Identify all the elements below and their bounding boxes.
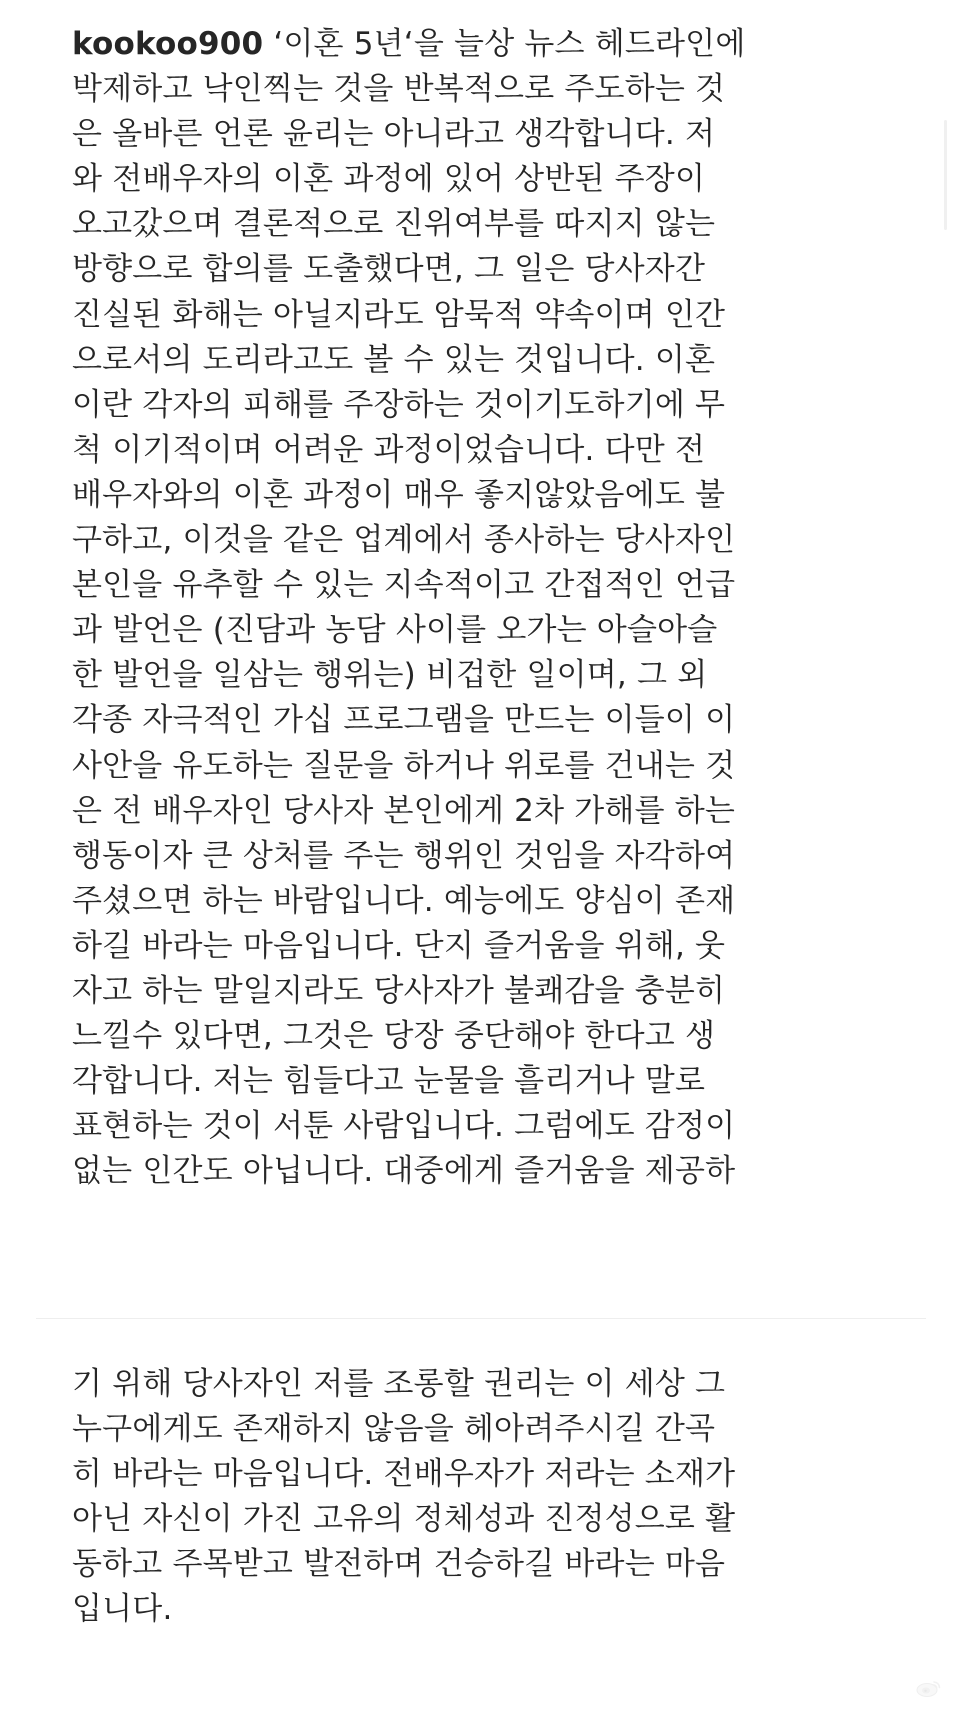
username-link[interactable]: kookoo900 bbox=[72, 26, 264, 62]
caption-line: 각합니다. 저는 힘들다고 눈물을 흘리거나 말로 bbox=[72, 1063, 706, 1100]
caption-line: 없는 인간도 아닙니다. 대중에게 즐거움을 제공하 bbox=[72, 1153, 736, 1190]
caption-line: 사안을 유도하는 질문을 하거나 위로를 건내는 것 bbox=[72, 747, 736, 784]
caption-line: 박제하고 낙인찍는 것을 반복적으로 주도하는 것 bbox=[72, 71, 726, 108]
caption-line: 본인을 유추할 수 있는 지속적이고 간접적인 언급 bbox=[72, 567, 736, 604]
caption-line: 진실된 화해는 아닐지라도 암묵적 약속이며 인간 bbox=[72, 296, 726, 333]
caption-line: 기 위해 당사자인 저를 조롱할 권리는 이 세상 그 bbox=[72, 1366, 726, 1402]
caption-line: 은 전 배우자인 당사자 본인에게 2차 가해를 하는 bbox=[72, 792, 736, 829]
caption-line: 배우자와의 이혼 과정이 매우 좋지않았음에도 불 bbox=[72, 476, 726, 513]
caption-line: 자고 하는 말일지라도 당사자가 불쾌감을 충분히 bbox=[72, 972, 726, 1009]
caption-first-line bbox=[72, 22, 892, 67]
caption-line: 구하고, 이것을 같은 업계에서 종사하는 당사자인 bbox=[72, 522, 736, 559]
caption-line: 오고갔으며 결론적으로 진위여부를 따지지 않는 bbox=[72, 206, 716, 243]
caption-line: 척 이기적이며 어려운 과정이었습니다. 다만 전 bbox=[72, 431, 706, 468]
caption-line: 아닌 자신이 가진 고유의 정체성과 진정성으로 활 bbox=[72, 1501, 736, 1538]
caption-line: 입니다. bbox=[72, 1591, 173, 1628]
caption-line: 히 바라는 마음입니다. 전배우자가 저라는 소재가 bbox=[72, 1456, 736, 1493]
caption-first-line-text: ‘이혼 5년‘을 늘상 뉴스 헤드라인에 bbox=[263, 26, 746, 62]
caption-line: 각종 자극적인 가십 프로그램을 만드는 이들이 이 bbox=[72, 702, 736, 739]
weibo-watermark bbox=[916, 1678, 942, 1698]
scrollbar-track[interactable] bbox=[944, 120, 947, 230]
caption-line: 이란 각자의 피해를 주장하는 것이기도하기에 무 bbox=[72, 386, 726, 423]
caption-line: 은 올바른 언론 윤리는 아니라고 생각합니다. 저 bbox=[72, 116, 716, 153]
caption-line: 한 발언을 일삼는 행위는) 비겁한 일이며, 그 외 bbox=[72, 657, 708, 694]
caption-line: 동하고 주목받고 발전하며 건승하길 바라는 마음 bbox=[72, 1546, 726, 1583]
post-caption-top bbox=[72, 22, 892, 1194]
screenshot-divider bbox=[36, 1318, 926, 1319]
caption-line: 과 발언은 (진담과 농담 사이를 오가는 아슬아슬 bbox=[72, 612, 718, 649]
caption-line: 와 전배우자의 이혼 과정에 있어 상반된 주장이 bbox=[72, 161, 706, 198]
caption-line: 표현하는 것이 서툰 사람입니다. 그럼에도 감정이 bbox=[72, 1108, 736, 1145]
post-caption-bottom bbox=[72, 1362, 892, 1633]
caption-line: 하길 바라는 마음입니다. 단지 즐거움을 위해, 웃 bbox=[72, 927, 726, 964]
caption-line: 방향으로 합의를 도출했다면, 그 일은 당사자간 bbox=[72, 251, 706, 288]
caption-line: 으로서의 도리라고도 볼 수 있는 것입니다. 이혼 bbox=[72, 341, 716, 378]
caption-line: 느낄수 있다면, 그것은 당장 중단해야 한다고 생 bbox=[72, 1018, 716, 1055]
caption-line: 주셨으면 하는 바람입니다. 예능에도 양심이 존재 bbox=[72, 882, 736, 919]
weibo-logo-icon bbox=[916, 1678, 942, 1698]
caption-line: 누구에게도 존재하지 않음을 헤아려주시길 간곡 bbox=[72, 1411, 716, 1448]
caption-line: 행동이자 큰 상처를 주는 행위인 것임을 자각하여 bbox=[72, 837, 736, 874]
